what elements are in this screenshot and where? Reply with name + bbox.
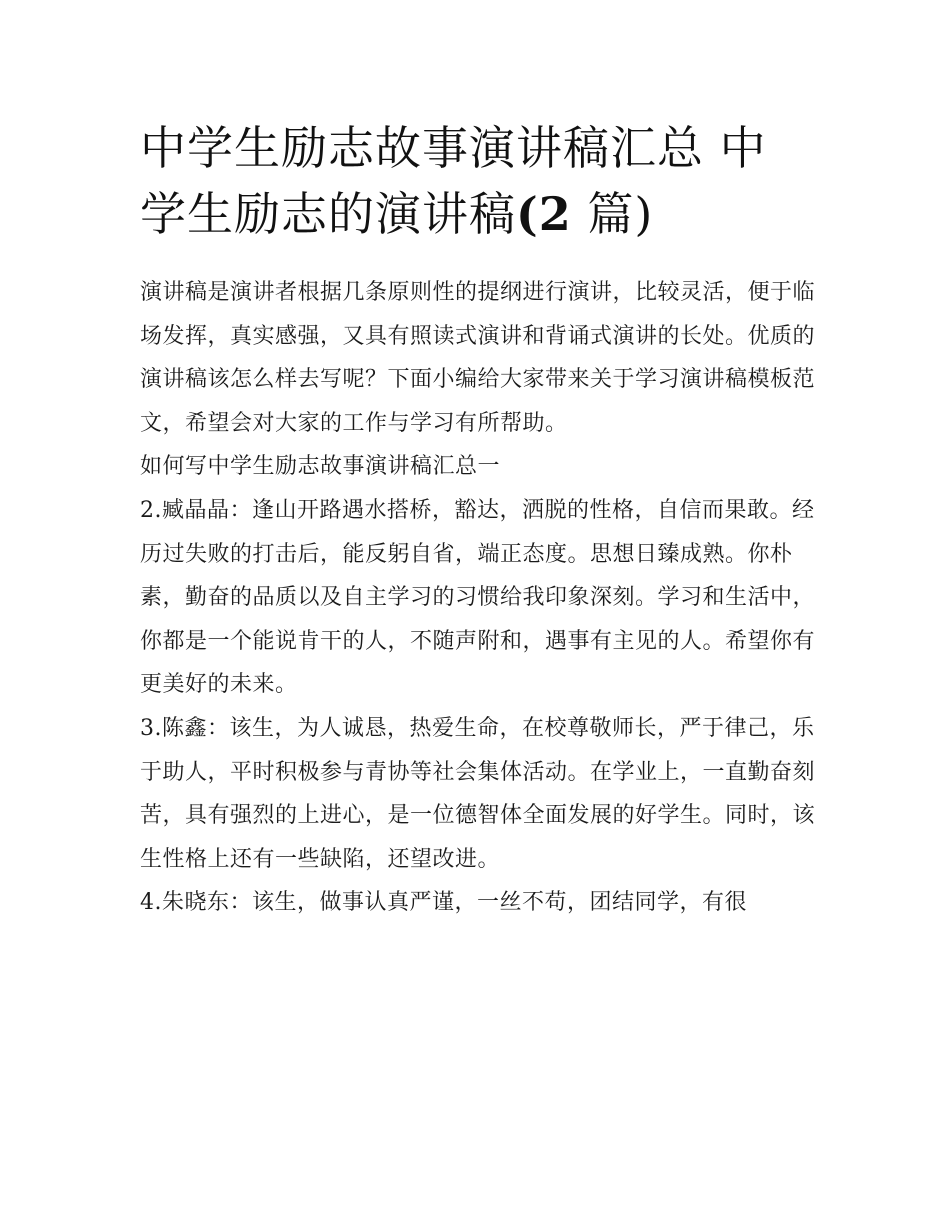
title-line-2-text: 学生励志的演讲稿 [140,187,516,241]
paragraph-item-2: 2.臧晶晶：逢山开路遇水搭桥，豁达，洒脱的性格，自信而果敢。经历过失败的打击后，能反躬自省，端正态度。思想日臻成熟。你朴素，勤奋的品质以及自主学习的习惯给我印象深刻。学习和生活中，你都是一个能说肯干的人，不随声附和，遇事有主见的人。希望你有更美好的未来。 [140,497,816,698]
paragraph-item-3: 3.陈鑫：该生，为人诚恳，热爱生命，在校尊敬师长，严于律己，乐于助人，平时积极参与青协等社会集体活动。在学业上，一直勤奋刻苦，具有强烈的上进心，是一位德智体全面发展的好学生。同时，该生性格上还有一些缺陷，还望改进。 [140,715,816,872]
paragraph-item-4: 4.朱晓东：该生，做事认真严谨，一丝不苟，团结同学，有很 [140,890,747,916]
title-line-2-number: (2 [516,187,572,241]
section-heading: 如何写中学生励志故事演讲稿汇总一 [140,454,501,480]
intro-paragraph: 演讲稿是演讲者根据几条原则性的提纲进行演讲，比较灵活，便于临场发挥，真实感强，又具有照读式演讲和背诵式演讲的长处。优质的演讲稿该怎么样去写呢？下面小编给大家带来关于学习演讲稿模板范文，希望会对大家的工作与学习有所帮助。 [140,280,816,436]
document-content [140,115,820,925]
title-line-2-end: 篇) [571,187,654,241]
document-body [140,271,820,925]
document-title [140,115,820,247]
title-line-1: 中学生励志故事演讲稿汇总 中 [140,121,767,175]
